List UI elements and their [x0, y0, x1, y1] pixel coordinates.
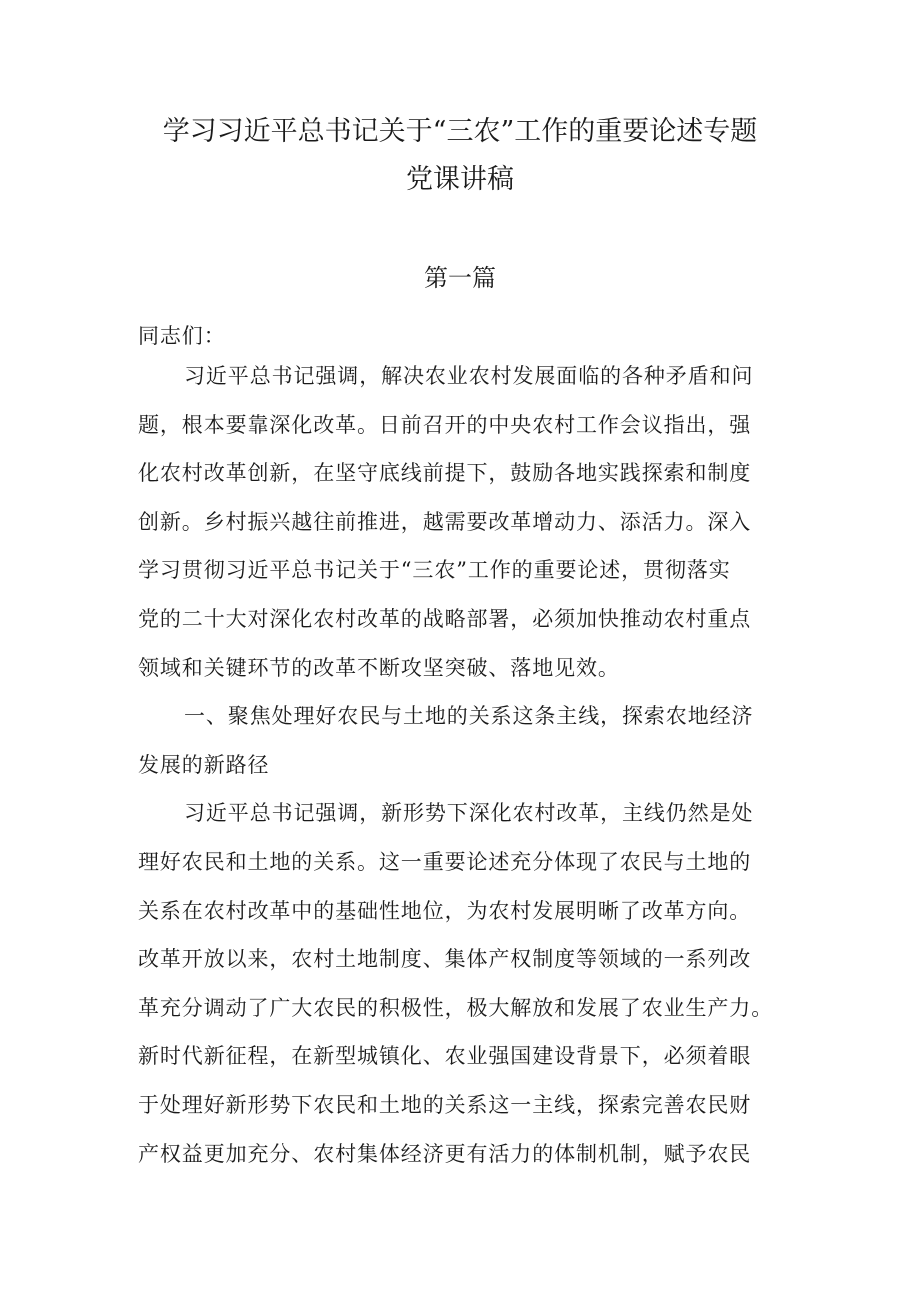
- document-title-line-1: 学习习近平总书记关于“三农”工作的重要论述专题: [162, 116, 758, 147]
- document-title-line-2: 党课讲稿: [406, 164, 514, 195]
- text-line: 改革开放以来，农村土地制度、集体产权制度等领域的一系列改: [138, 947, 752, 972]
- text-line: 领域和关键环节的改革不断攻坚突破、落地见效。: [138, 655, 620, 680]
- text-line: 创新。乡村振兴越往前推进，越需要改革增动力、添活力。深入: [138, 509, 752, 534]
- section-heading-1: [138, 692, 806, 789]
- text-line: 习近平总书记强调，解决农业农村发展面临的各种矛盾和问: [184, 364, 754, 388]
- text-line: 关系在农村改革中的基础性地位，为农村发展明晰了改革方向。: [138, 898, 752, 923]
- text-line: 一、聚焦处理好农民与土地的关系这条主线，探索农地经济: [184, 704, 754, 729]
- text-line: 产权益更加充分、农村集体经济更有活力的体制机制，赋予农民: [138, 1141, 752, 1166]
- text-line: 发展的新路径: [138, 752, 270, 777]
- text-line: 党的二十大对深化农村改革的战略部署，必须加快推动农村重点: [138, 606, 752, 631]
- text-line: 理好农民和土地的关系。这一重要论述充分体现了农民与土地的: [138, 849, 752, 874]
- text-line: 习近平总书记强调，新形势下深化农村改革，主线仍然是处: [184, 801, 754, 826]
- text-line: 学习贯彻习近平总书记关于“三农”工作的重要论述，贯彻落实: [138, 558, 731, 583]
- text-line: 新时代新征程，在新型城镇化、农业强国建设背景下，必须着眼: [138, 1044, 752, 1069]
- part-heading: 第一篇: [424, 264, 496, 292]
- paragraph-intro: [138, 352, 806, 692]
- text-line: 题，根本要靠深化改革。日前召开的中央农村工作会议指出，强: [138, 412, 752, 437]
- text-line: 化农村改革创新，在坚守底线前提下，鼓励各地实践探索和制度: [138, 461, 752, 486]
- paragraph-section-1: [138, 789, 806, 1178]
- text-line: 于处理好新形势下农民和土地的关系这一主线，探索完善农民财: [138, 1092, 752, 1117]
- text-line: 革充分调动了广大农民的积极性，极大解放和发展了农业生产力。: [138, 995, 774, 1020]
- salutation-text: 同志们：: [138, 324, 226, 348]
